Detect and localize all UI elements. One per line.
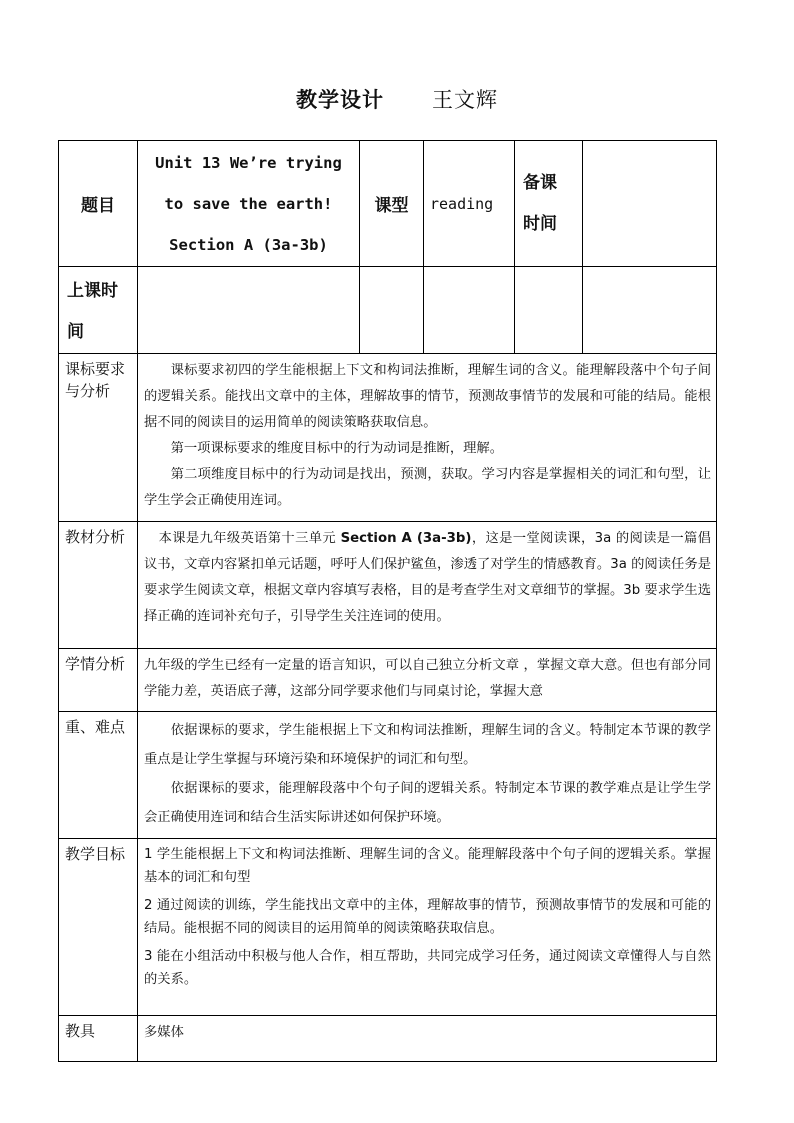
empty-cell bbox=[424, 267, 515, 354]
topic-label: 题目 bbox=[59, 141, 138, 267]
learners-label: 学情分析 bbox=[59, 649, 138, 712]
material-section-ref: Section A (3a-3b) bbox=[340, 531, 472, 546]
class-time-label-line: 上课时 bbox=[67, 281, 118, 301]
empty-cell bbox=[360, 267, 424, 354]
objectives-content bbox=[138, 839, 717, 1016]
empty-cell bbox=[138, 267, 360, 354]
objective-item: 1 学生能根据上下文和构词法推断、理解生词的含义。能理解段落中个句子间的逻辑关系。掌握基本的词汇和句型 bbox=[144, 847, 711, 885]
unit-section-line: Section A (3a-3b) bbox=[169, 236, 328, 254]
unit-title-line: to save the earth! bbox=[164, 195, 333, 213]
curriculum-paragraph: 第一项课标要求的维度目标中的行为动词是推断，理解。 bbox=[170, 441, 504, 456]
learners-paragraph: 九年级的学生已经有一定量的语言知识，可以自己独立分析文章 ，掌握文章大意。但也有部分同学能力差，英语底子薄，这部分同学要求他们与同桌讨论，掌握大意 bbox=[144, 658, 711, 699]
keypoints-label: 重、难点 bbox=[59, 712, 138, 839]
curriculum-paragraph: 课标要求初四的学生能根据上下文和构词法推断，理解生词的含义。能理解段落中个句子间的逻辑关系。能找出文章中的主体，理解故事的情节，预测故事情节的发展和可能的结局。能根据不同的阅读目的运用简单的阅读策略获取信息。 bbox=[144, 363, 711, 430]
tools-value: 多媒体 bbox=[144, 1025, 184, 1040]
curriculum-label-line: 课标要求 bbox=[65, 360, 126, 378]
lesson-plan-table bbox=[58, 140, 717, 1062]
tools-content bbox=[138, 1016, 717, 1062]
keypoints-content bbox=[138, 712, 717, 839]
table-row-class-time bbox=[59, 267, 717, 354]
table-row-objectives bbox=[59, 839, 717, 1016]
curriculum-label bbox=[59, 354, 138, 522]
lesson-type-label: 课型 bbox=[360, 141, 424, 267]
curriculum-paragraph: 第二项维度目标中的行为动词是找出，预测，获取。学习内容是掌握相关的词汇和句型，让学生学会正确使用连词。 bbox=[144, 467, 711, 508]
material-text: 本课是九年级英语第十三单元 bbox=[158, 531, 341, 546]
table-row-topic bbox=[59, 141, 717, 267]
tools-label: 教具 bbox=[59, 1016, 138, 1062]
material-content bbox=[138, 522, 717, 649]
material-text: ，这是一堂阅读课，3a 的阅读是一篇倡议书，文章内容紧扣单元话题，呼吁人们保护鲨鱼，渗透了对学生的情感教育。3a 的阅读任务是要求学生阅读文章，根据文章内容填写表格，目的是考查学生对文章细节的掌握。3b 要求学生选择正确的连词补充句子，引导学生关注连词的使用。 bbox=[144, 531, 711, 624]
material-label: 教材分析 bbox=[59, 522, 138, 649]
keypoints-paragraph: 依据课标的要求，学生能根据上下文和构词法推断，理解生词的含义。特制定本节课的教学重点是让学生掌握与环境污染和环境保护的词汇和句型。 bbox=[144, 723, 711, 767]
page-title bbox=[0, 84, 794, 114]
objective-item: 3 能在小组活动中积极与他人合作，相互帮助，共同完成学习任务，通过阅读文章懂得人与自然的关系。 bbox=[144, 949, 711, 987]
keypoints-paragraph: 依据课标的要求，能理解段落中个句子间的逻辑关系。特制定本节课的教学难点是让学生学会正确使用连词和结合生活实际讲述如何保护环境。 bbox=[144, 781, 711, 825]
empty-cell bbox=[515, 267, 583, 354]
objectives-label: 教学目标 bbox=[59, 839, 138, 1016]
table-row-tools bbox=[59, 1016, 717, 1062]
empty-cell bbox=[583, 267, 717, 354]
table-row-material bbox=[59, 522, 717, 649]
class-time-label-line: 间 bbox=[67, 322, 84, 342]
prep-time-label bbox=[515, 141, 583, 267]
author-name: 王文辉 bbox=[432, 88, 498, 112]
prep-time-label-line: 备课 bbox=[523, 172, 557, 193]
curriculum-content bbox=[138, 354, 717, 522]
prep-time-label-line: 时间 bbox=[523, 213, 557, 234]
learners-content bbox=[138, 649, 717, 712]
unit-title-line: Unit 13 We’re trying bbox=[155, 154, 342, 172]
material-paragraph bbox=[144, 526, 711, 630]
table-row-learners bbox=[59, 649, 717, 712]
prep-time-value bbox=[583, 141, 717, 267]
table-row-curriculum bbox=[59, 354, 717, 522]
class-time-label bbox=[59, 267, 138, 354]
unit-title-cell bbox=[138, 141, 360, 267]
document-title: 教学设计 bbox=[296, 88, 384, 112]
lesson-type-value: reading bbox=[424, 141, 515, 267]
curriculum-label-line: 与分析 bbox=[65, 382, 111, 400]
table-row-keypoints bbox=[59, 712, 717, 839]
objective-item: 2 通过阅读的训练，学生能找出文章中的主体，理解故事的情节，预测故事情节的发展和可能的结局。能根据不同的阅读目的运用简单的阅读策略获取信息。 bbox=[144, 898, 711, 936]
